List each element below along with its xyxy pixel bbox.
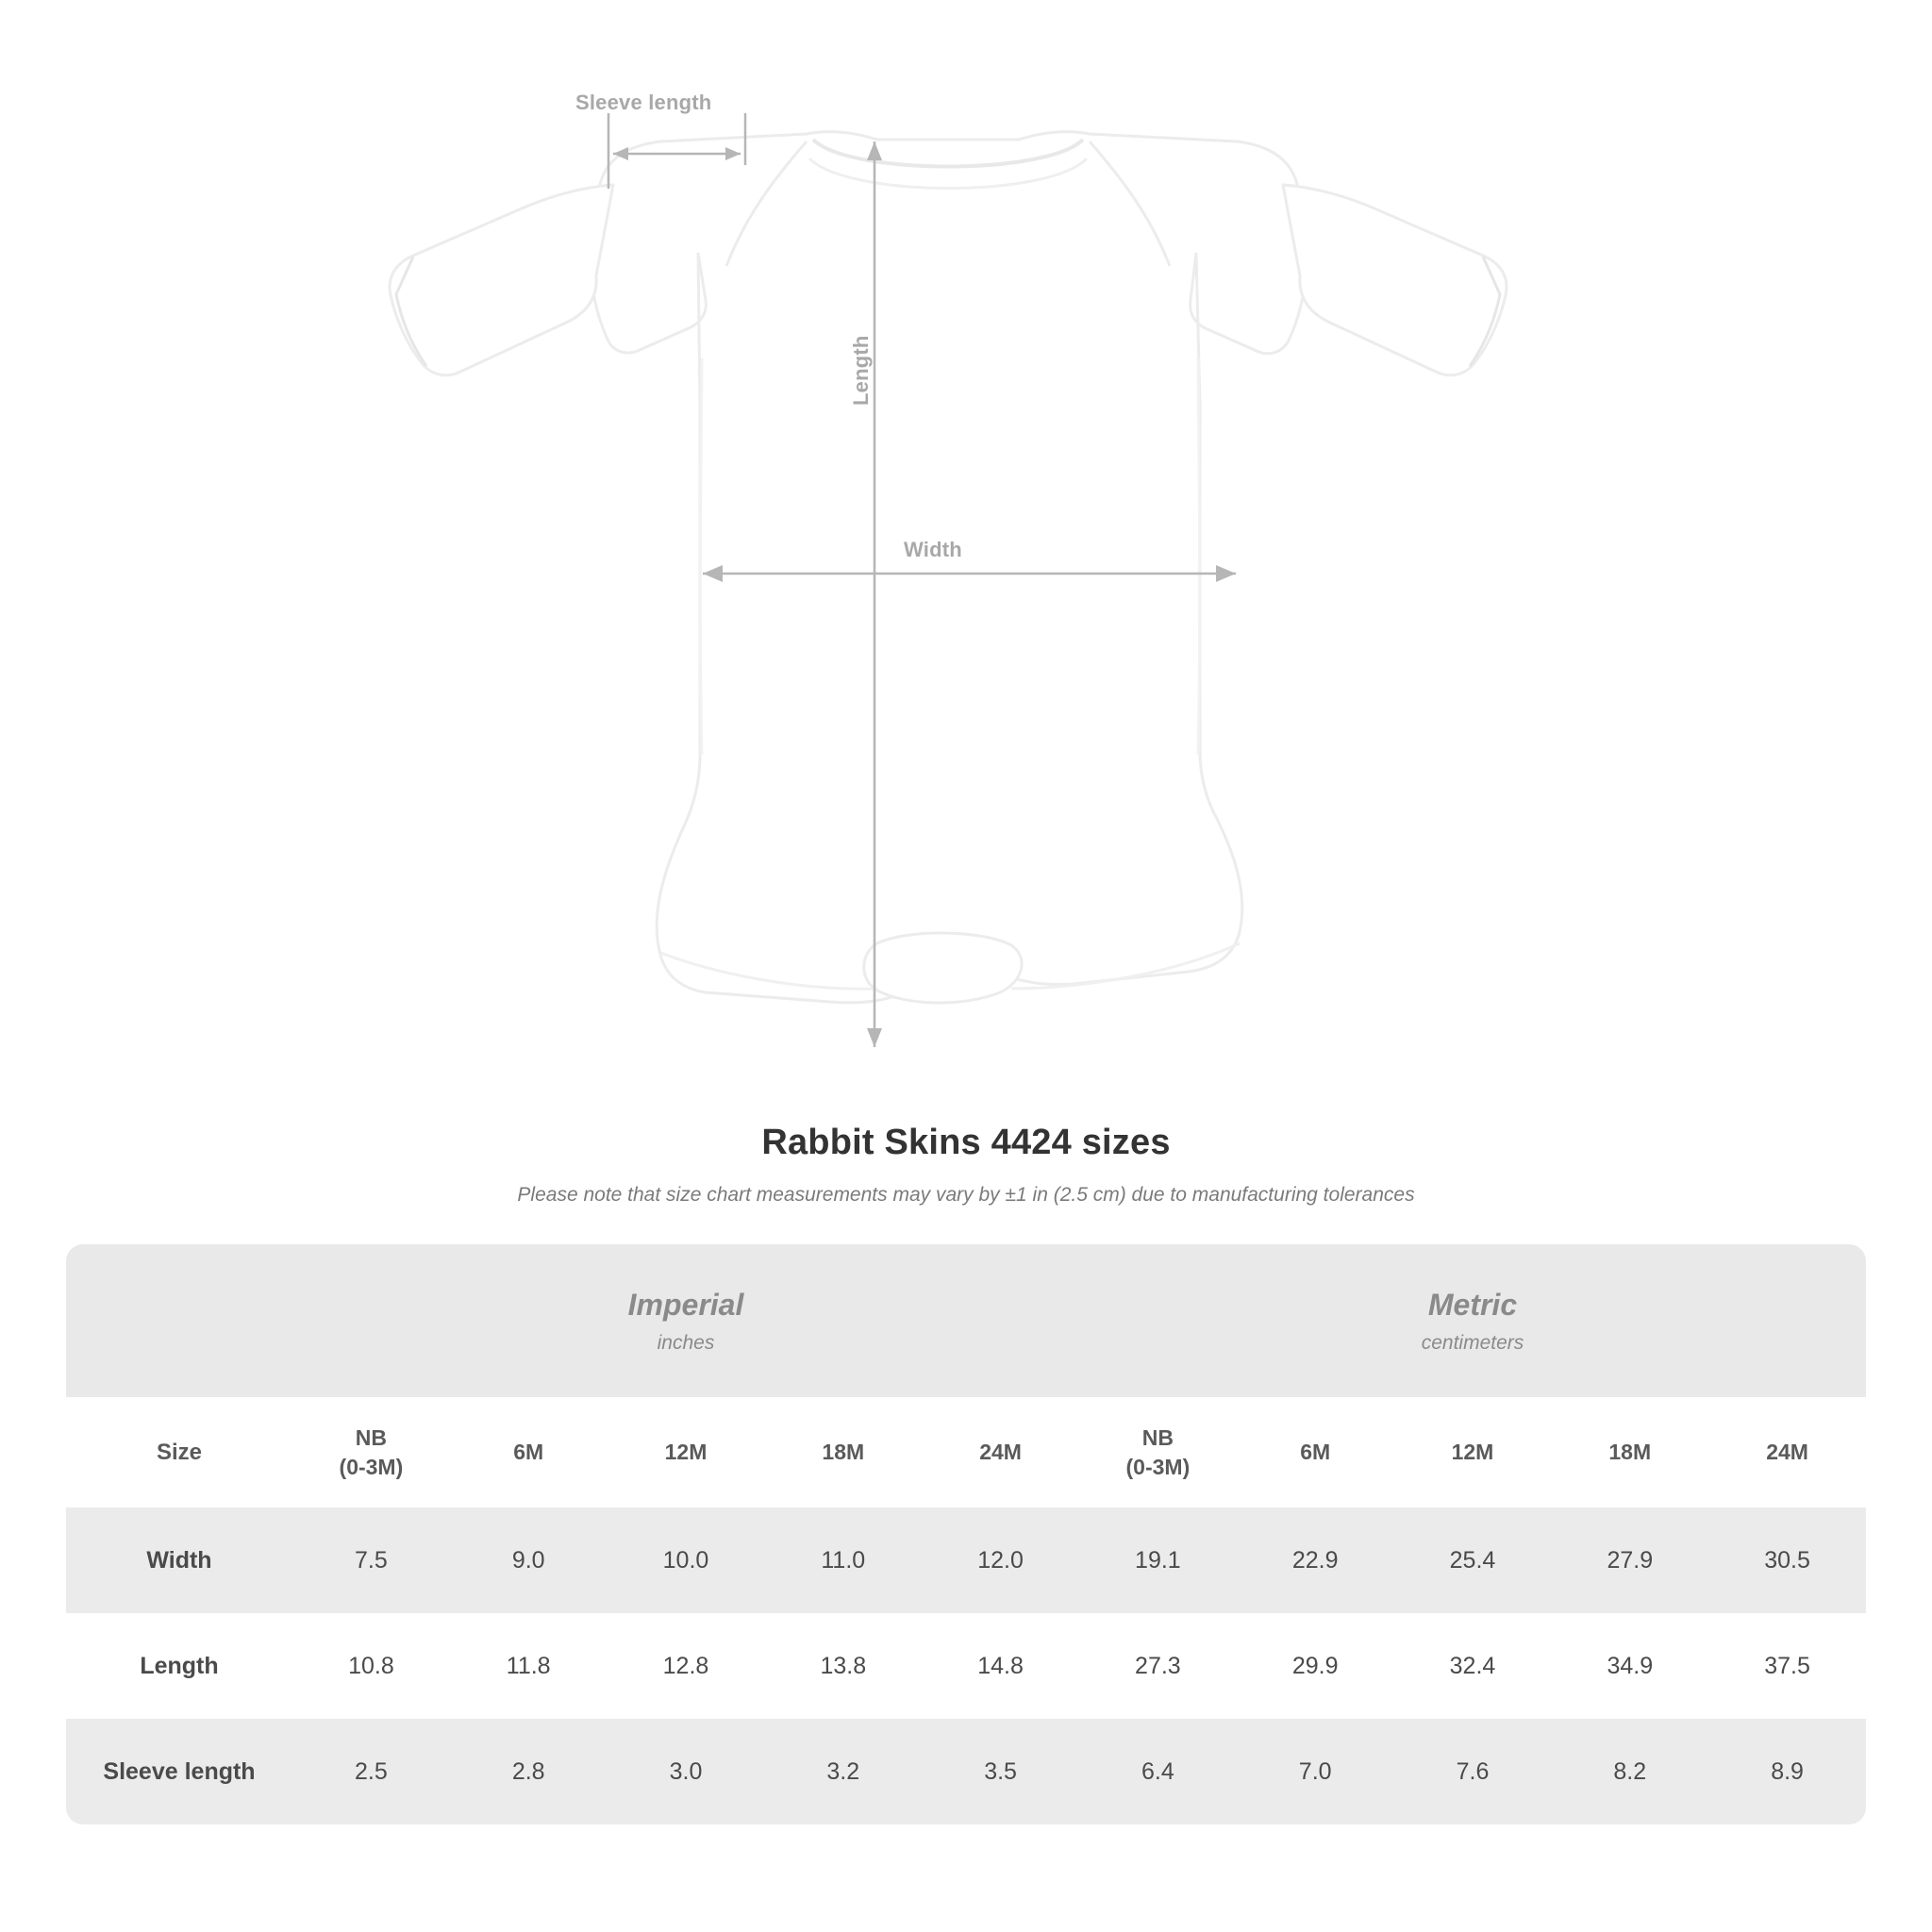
table-row <box>66 1613 1866 1719</box>
size-column-header <box>1079 1397 1237 1507</box>
size-table-wrapper <box>66 1244 1866 1824</box>
size-column-header <box>1237 1397 1394 1507</box>
cell-width-nb-cm: 19.1 <box>1079 1507 1237 1613</box>
cell-length-nb-cm: 27.3 <box>1079 1613 1237 1719</box>
cell-length-24m-cm: 37.5 <box>1708 1613 1866 1719</box>
sleeve-length-label: Sleeve length <box>575 91 712 114</box>
size-table <box>66 1244 1866 1824</box>
cell-sleeve-18m-in: 3.2 <box>764 1719 922 1824</box>
cell-sleeve-6m-in: 2.8 <box>450 1719 608 1824</box>
cell-sleeve-nb-in: 2.5 <box>292 1719 450 1824</box>
cell-length-18m-in: 13.8 <box>764 1613 922 1719</box>
size-column-header <box>1551 1397 1708 1507</box>
cell-width-6m-in: 9.0 <box>450 1507 608 1613</box>
cell-length-18m-cm: 34.9 <box>1551 1613 1708 1719</box>
cell-sleeve-12m-cm: 7.6 <box>1394 1719 1552 1824</box>
unit-group-imperial <box>292 1244 1079 1397</box>
unit-group-metric <box>1079 1244 1866 1397</box>
size-column-header-main: 24M <box>1766 1440 1808 1464</box>
cell-sleeve-6m-cm: 7.0 <box>1237 1719 1394 1824</box>
table-row <box>66 1507 1866 1613</box>
size-column-header-main: 12M <box>664 1440 708 1464</box>
cell-length-nb-in: 10.8 <box>292 1613 450 1719</box>
cell-width-24m-cm: 30.5 <box>1708 1507 1866 1613</box>
cell-width-12m-cm: 25.4 <box>1394 1507 1552 1613</box>
cell-length-24m-in: 14.8 <box>922 1613 1079 1719</box>
size-column-header-main: 24M <box>979 1440 1022 1464</box>
size-column-header <box>922 1397 1079 1507</box>
cell-width-18m-in: 11.0 <box>764 1507 922 1613</box>
size-column-header <box>608 1397 765 1507</box>
unit-group-imperial-sub: inches <box>657 1331 715 1354</box>
cell-width-nb-in: 7.5 <box>292 1507 450 1613</box>
size-column-header-main: NB <box>355 1424 388 1450</box>
row-label-sleeve-length: Sleeve length <box>66 1719 292 1824</box>
width-label: Width <box>904 538 962 561</box>
cell-length-6m-in: 11.8 <box>450 1613 608 1719</box>
size-column-header-main: 18M <box>822 1440 865 1464</box>
title-block <box>0 1123 1932 1207</box>
unit-group-imperial-name: Imperial <box>627 1287 744 1322</box>
cell-width-24m-in: 12.0 <box>922 1507 1079 1613</box>
cell-length-12m-in: 12.8 <box>608 1613 765 1719</box>
unit-group-row <box>66 1244 1866 1397</box>
size-column-header-main: 18M <box>1608 1440 1652 1464</box>
unit-corner-cell <box>66 1244 292 1397</box>
size-column-header-main: 6M <box>1300 1440 1331 1464</box>
size-header-row <box>66 1397 1866 1507</box>
size-column-header-sub: (0-3M) <box>1125 1454 1191 1479</box>
page-title: Rabbit Skins 4424 sizes <box>761 1123 1171 1162</box>
cell-sleeve-nb-cm: 6.4 <box>1079 1719 1237 1824</box>
table-row <box>66 1719 1866 1824</box>
bodysuit-shape <box>390 132 1507 1003</box>
length-label: Length <box>849 335 873 406</box>
size-column-header-sub: (0-3M) <box>339 1454 404 1479</box>
row-label-width: Width <box>66 1507 292 1613</box>
cell-sleeve-24m-in: 3.5 <box>922 1719 1079 1824</box>
cell-length-12m-cm: 32.4 <box>1394 1613 1552 1719</box>
cell-length-6m-cm: 29.9 <box>1237 1613 1394 1719</box>
size-header-label: Size <box>66 1397 292 1507</box>
unit-group-metric-name: Metric <box>1427 1287 1518 1322</box>
cell-sleeve-12m-in: 3.0 <box>608 1719 765 1824</box>
size-column-header <box>1394 1397 1552 1507</box>
unit-group-metric-sub: centimeters <box>1421 1331 1524 1354</box>
size-column-header-main: 12M <box>1451 1440 1494 1464</box>
size-column-header-main: 6M <box>513 1440 544 1464</box>
cell-width-6m-cm: 22.9 <box>1237 1507 1394 1613</box>
cell-sleeve-24m-cm: 8.9 <box>1708 1719 1866 1824</box>
size-column-header <box>1708 1397 1866 1507</box>
size-column-header-main: NB <box>1141 1424 1174 1450</box>
tolerance-note: Please note that size chart measurements may vary by ±1 in (2.5 cm) due to manufacturing tolerances <box>517 1184 1415 1206</box>
size-column-header <box>764 1397 922 1507</box>
size-column-header <box>292 1397 450 1507</box>
row-label-length: Length <box>66 1613 292 1719</box>
cell-width-18m-cm: 27.9 <box>1551 1507 1708 1613</box>
size-column-header <box>450 1397 608 1507</box>
cell-width-12m-in: 10.0 <box>608 1507 765 1613</box>
cell-sleeve-18m-cm: 8.2 <box>1551 1719 1708 1824</box>
